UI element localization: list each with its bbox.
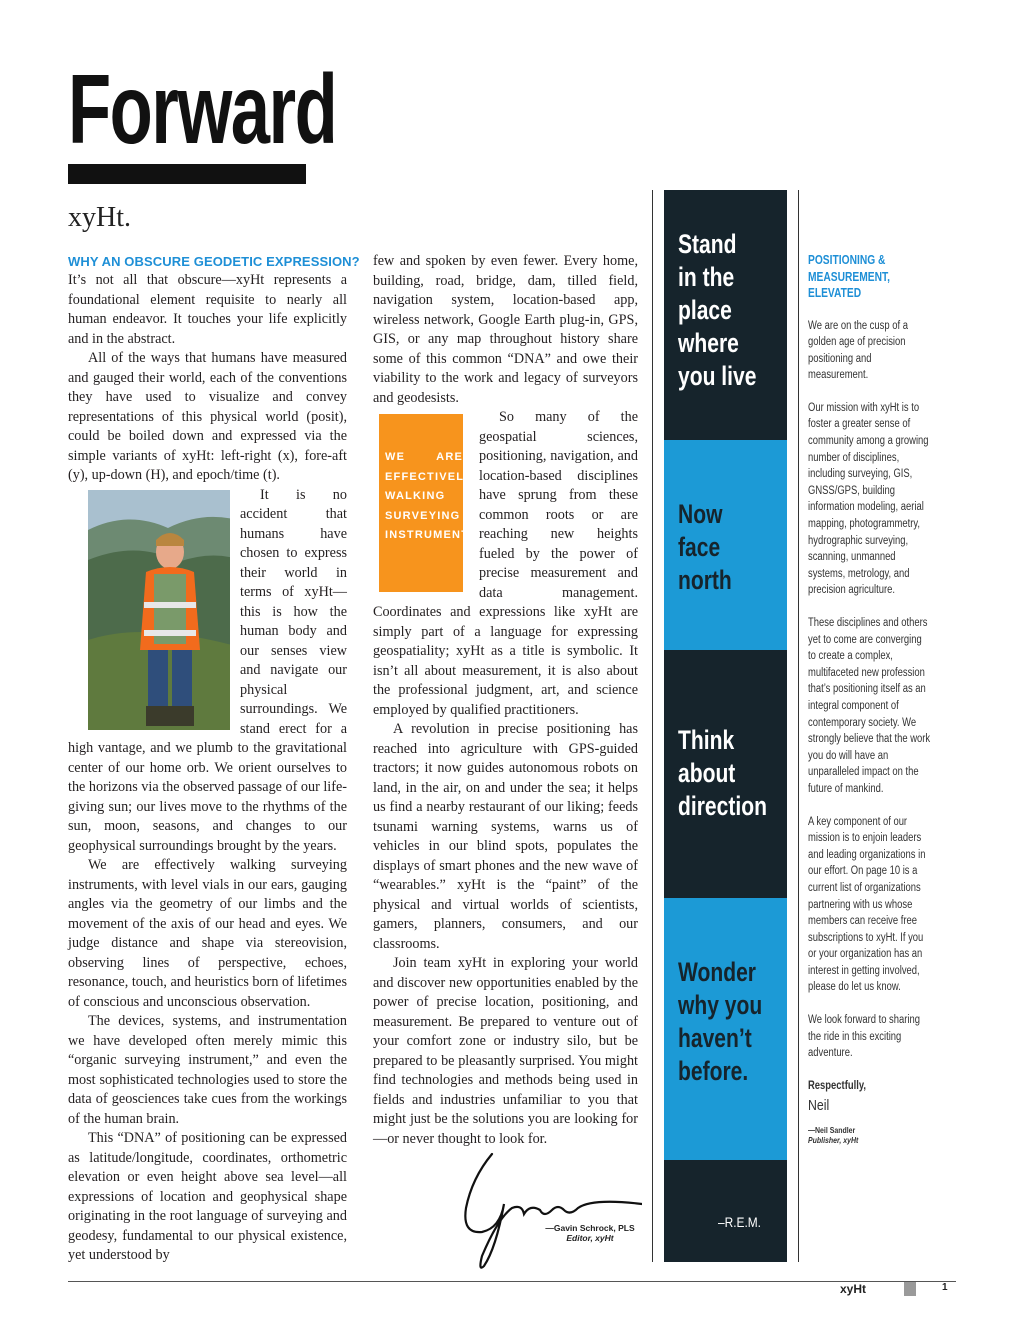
article-column-1 <box>68 271 347 1266</box>
lyric-block-4: Wonder why you haven’t before. <box>664 898 787 1160</box>
body-paragraph: It’s not all that obscure—xyHt represents a foundational element requisite to nearly all human endeavor. It touches your life explicitly and in the abstract. <box>68 272 347 347</box>
page-number: 1 <box>942 1282 948 1293</box>
article-column-2 <box>373 252 638 1149</box>
sidebar-credit <box>808 1125 931 1145</box>
section-brand: xyHt. <box>68 202 131 233</box>
body-paragraph: We are effectively walking surveying instruments, with level vials in our ears, gauging angles via the geometry of our limbs and the movement of the axis of our head and eyes. We judge distance and shape via stereovision, observing lines of perspective, echoes, resonance, touch, and heuristics born of lifetimes of conscious and unconscious observation. <box>68 857 347 1010</box>
lyric-block-2: Now face north <box>664 440 787 650</box>
pull-quote: WE ARE EFFECTIVELY WALKING SURVEYING INSTRUMENTS. <box>379 414 463 592</box>
credit-title: Editor, xyHt <box>566 1233 614 1243</box>
body-paragraph: few and spoken by even fewer. Every home, building, road, bridge, dam, tilled field, navigation system, location-based app, wireless network, Google Earth plug-in, GPS, GIS, or any map throughout history share some of this common “DNA” and owe their viability to the work and legacy of surveyors and geodesists. <box>373 253 638 406</box>
footer-bar <box>904 1282 916 1296</box>
signature-credit <box>540 1223 640 1243</box>
body-paragraph: Join team xyHt in exploring your world and discover new opportunities enabled by the power of precise location, positioning, and measurement. Be prepared to venture out of your comfort zone or industry silo, but be prepared to be pleasantly surprised. You might find technologies and methods being used in fields and industries unfamiliar to you that might just be the solutions you are looking for—or never thought to look for. <box>373 955 638 1147</box>
article-kicker: WHY AN OBSCURE GEODETIC EXPRESSION? <box>68 254 360 269</box>
sidebar-signature-name: Neil <box>808 1097 830 1115</box>
page-title: Forward <box>68 54 337 164</box>
body-paragraph: A revolution in precise positioning has reached into agriculture with GPS-guided tractors; it now guides autonomous robots on land, in the air, on and under the sea; it helps us find a nearby restaurant of our liking; feeds tsunami warning systems, warns us of vehicles in our blind spots, populates the displays of smart phones and the new wave of “wearables.” xyHt is the “paint” of the physical and virtual worlds of scientists, gamers, planners, consumers, and our classrooms. <box>373 721 638 952</box>
credit-name: —Gavin Schrock, PLS <box>545 1223 635 1233</box>
column-rule-left <box>652 190 653 1262</box>
publisher-sidebar <box>808 252 932 1145</box>
sidebar-paragraph: We are on the cusp of a golden age of precision positioning and measurement. <box>808 319 908 382</box>
lyric-block-3: Think about direction <box>664 650 787 898</box>
footer-brand: xyHt <box>840 1282 867 1296</box>
body-paragraph: This “DNA” of positioning can be expressed as latitude/longitude, coordinates, orthometric elevation or even height above sea level—all expressions of location and geophysical shape originating in the root language of surveying and geodesy, fundamental to our physical existence, yet understood by <box>68 1130 347 1263</box>
body-paragraph: The devices, systems, and instrumentation we have developed often merely mimic this “organic surveying instrument,” and even the most sophisticated technologies used to store the data of geosciences take cues from the workings of the human brain. <box>68 1013 347 1127</box>
body-paragraph: WE ARE EFFECTIVELY WALKING SURVEYING INSTRUMENTS. So many of the geospatial sciences, positioning, navigation, and location-based disciplines have sprung from these common roots or are reaching new heights fueled by the power of precise measurement and data management. Coordinates and expressions like xyHt are simply part of a language for expressing geospatiality; xyHt as a title is symbolic. It isn’t all about measurement, it is also about the professional judgment, art, and science employed by qualified practitioners. <box>373 409 638 718</box>
title-underline-bar <box>68 164 306 184</box>
lyrics-column <box>652 190 799 1262</box>
credit-name: —Neil Sandler <box>808 1125 856 1136</box>
sidebar-paragraph: Our mission with xyHt is to foster a greater sense of community among a growing number of disciplines, including surveying, GIS, GNSS/GPS, building information modeling, aerial mapping, photogrammetry, hydrographic surveying, scanning, unmanned systems, metrology, and precision agriculture. <box>808 401 929 597</box>
author-photo <box>68 490 230 730</box>
editor-signature <box>452 1148 642 1272</box>
sidebar-paragraph: A key component of our mission is to enjoin leaders and leading organizations in our effort. On page 10 is a current list of organizations partnering with us whose members can receive free subscriptions to xyHt. If you or your organization has an interest in getting involved, please do let us know. <box>808 815 926 994</box>
credit-title: Publisher, xyHt <box>808 1135 859 1146</box>
column-rule-right <box>798 190 799 1262</box>
sidebar-heading: POSITIONING & MEASUREMENT, ELEVATED <box>808 253 891 300</box>
body-paragraph: All of the ways that humans have measured and gauged their world, each of the conventions they have used to visualize and convey representations of this physical world (posit), could be boiled down and expressed via the simple variants of xyHt: left-right (x), fore-aft (y), up-down (H), and epoch/time (t). <box>68 350 347 483</box>
lyric-block-1: Stand in the place where you live <box>664 190 787 440</box>
sidebar-paragraph: These disciplines and others yet to come are converging to create a complex, multifaceted new profession that’s positioning itself as an integral component of contemporary society. We strongly believe that the work you do will have an unparalleled impact on the future of mankind. <box>808 617 931 795</box>
sidebar-closing: Respectfully, <box>808 1079 867 1092</box>
sidebar-paragraph: We look forward to sharing the ride in this exciting adventure. <box>808 1014 920 1060</box>
lyric-attribution-block <box>664 1160 787 1262</box>
body-paragraph: It is no accident that humans have chosen to express their world in terms of xyHt—this is how the human body and our senses view and navigate our physical surroundings. We stand erect for a high vantage, and we plumb to the gravitational center of our home orb. We orient ourselves to the horizons via the observed passage of our life-giving sun; our lives move to the rhythms of the sun, moon, seasons, and changes to our geophysical surroundings brought by the years. <box>68 486 347 854</box>
lyric-attribution: –R.E.M. <box>718 1214 761 1230</box>
footer-rule <box>68 1281 956 1282</box>
